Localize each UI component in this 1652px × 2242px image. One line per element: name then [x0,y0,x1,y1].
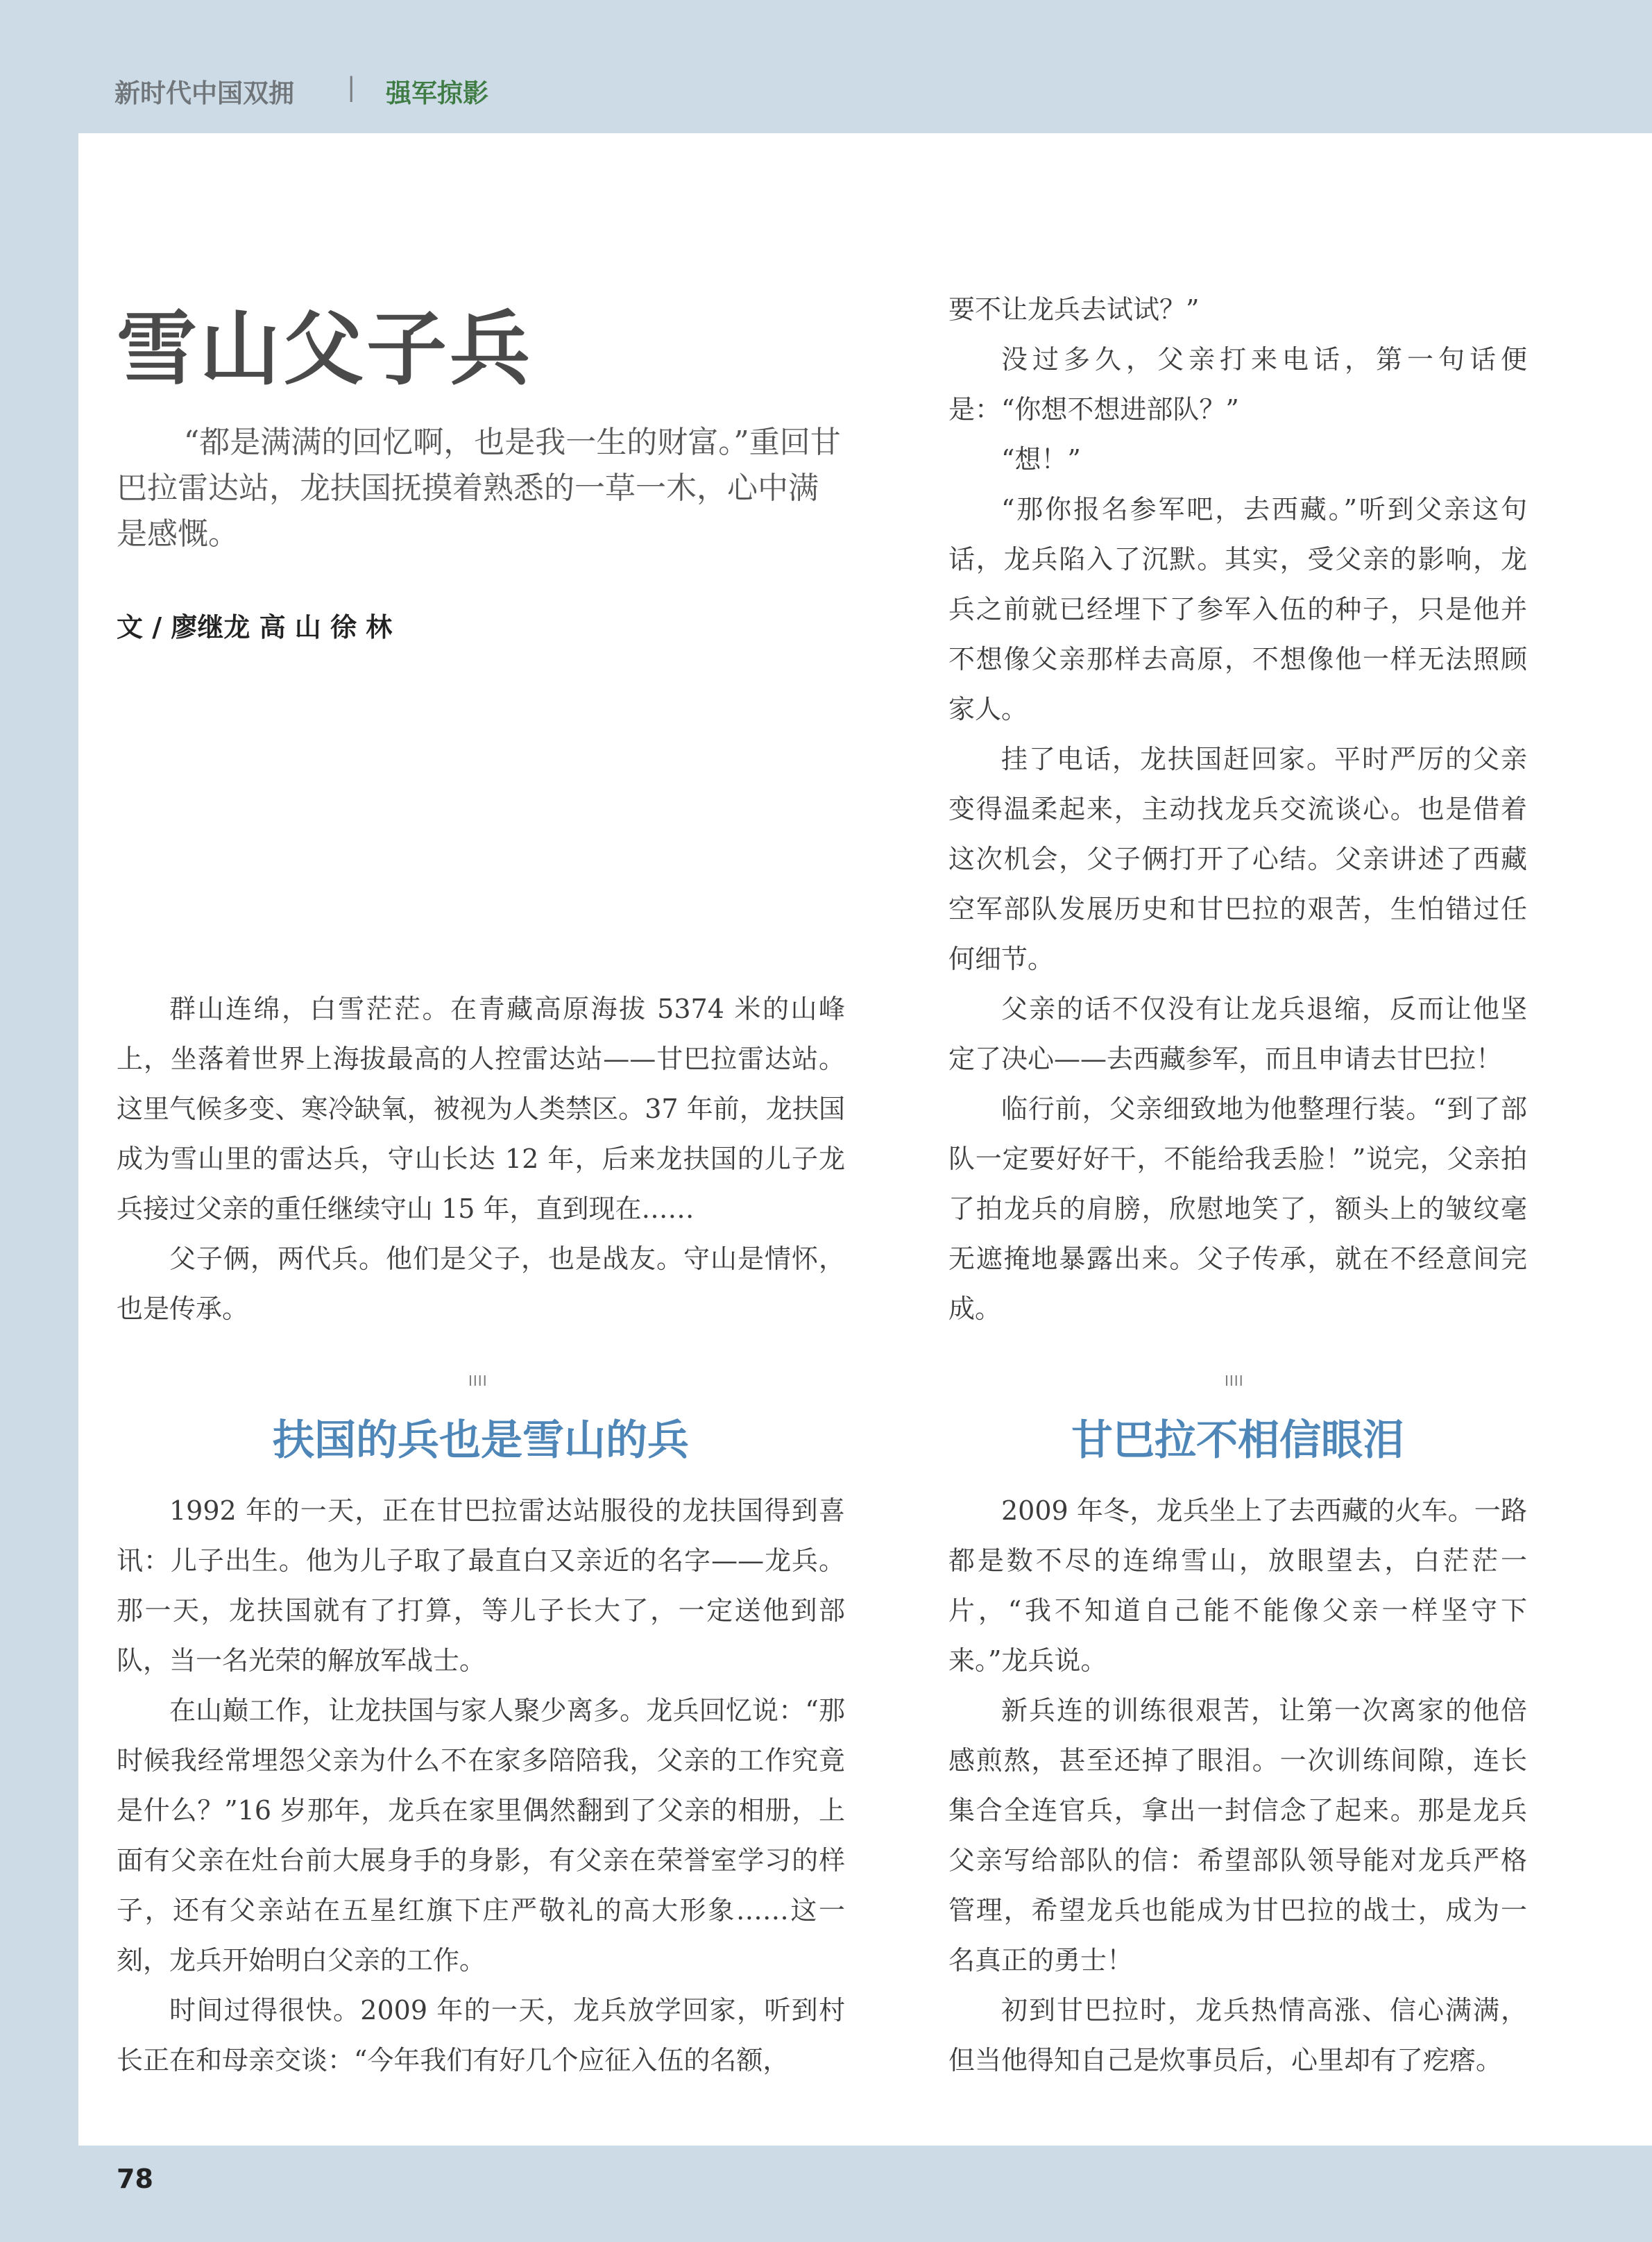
section1-title: 扶国的兵也是雪山的兵 [273,1416,689,1465]
section2-paragraph: 新兵连的训练很艰苦，让第一次离家的他倍感煎熬，甚至还掉了眼泪。一次训练间隙，连长集合全连官兵，拿出一封信念了起来。那是龙兵父亲写给部队的信：希望部队领导能对龙兵严格管理，希望龙兵也能成为甘巴拉的战士，成为一名真正的勇士！ [948,1695,1527,1976]
section2-paragraph: 2009 年冬，龙兵坐上了去西藏的火车。一路都是数不尽的连绵雪山，放眼望去，白茫茫一片，“我不知道自己能不能像父亲一样坚守下来。”龙兵说。 [948,1495,1527,1676]
right-paragraph: 要不让龙兵去试试？” [948,294,1200,325]
intro-paragraph: 父子俩，两代兵。他们是父子，也是战友。守山是情怀，也是传承。 [117,1243,845,1324]
page-header [0,0,1652,132]
section2-paragraph: 初到甘巴拉时，龙兵热情高涨、信心满满，但当他得知自己是炊事员后，心里却有了疙瘩。 [948,1995,1527,2075]
right-paragraph: 没过多久，父亲打来电话，第一句话便是：“你想不想进部队？” [948,344,1527,425]
article-lede: “都是满满的回忆啊，也是我一生的财富。”重回甘巴拉雷达站，龙扶国抚摸着熟悉的一草一木，心中满是感慨。 [117,425,841,552]
right-paragraph: 父亲的话不仅没有让龙兵退缩，反而让他坚定了决心——去西藏参军，而且申请去甘巴拉！ [948,994,1527,1074]
intro-text [117,984,845,1334]
section1-text [117,1486,845,2085]
section1-paragraph: 1992 年的一天，正在甘巴拉雷达站服役的龙扶国得到喜讯：儿子出生。他为儿子取了最直白又亲近的名字——龙兵。那一天，龙扶国就有了打算，等儿子长大了，一定送他到部队，当一名光荣的解放军战士。 [117,1495,845,1676]
right-paragraph: “想！” [1001,444,1081,475]
section2-title: 甘巴拉不相信眼泪 [1071,1416,1404,1465]
right-paragraph: 临行前，父亲细致地为他整理行装。“到了部队一定要好好干，不能给我丢脸！”说完，父亲拍了拍龙兵的肩膀，欣慰地笑了，额头上的皱纹毫无遮掩地暴露出来。父子传承，就在不经意间完成。 [948,1094,1527,1324]
column-name: 强军掠影 [386,78,488,108]
section2-text [948,1486,1527,2085]
header-separator: | [347,72,356,102]
right-paragraph: “那你报名参军吧，去西藏。”听到父亲这句话，龙兵陷入了沉默。其实，受父亲的影响，龙兵之前就已经埋下了参军入伍的种子，只是他并不想像父亲那样去高原，不想像他一样无法照顾家人。 [948,494,1527,724]
section-mark: IIII [468,1373,488,1389]
page-number: 78 [117,2164,153,2194]
magazine-section-name: 新时代中国双拥 [114,78,294,108]
right-column-text [948,285,1527,1334]
article-title: 雪山父子兵 [117,303,533,396]
section-mark: IIII [1225,1373,1244,1389]
section1-paragraph: 在山巅工作，让龙扶国与家人聚少离多。龙兵回忆说：“那时候我经常埋怨父亲为什么不在家多陪陪我，父亲的工作究竟是什么？”16 岁那年，龙兵在家里偶然翻到了父亲的相册，上面有父亲在灶台前大展身手的身影，有父亲在荣誉室学习的样子，还有父亲站在五星红旗下庄严敬礼的高大形象……这一刻，龙兵开始明白父亲的工作。 [117,1695,845,1976]
right-paragraph: 挂了电话，龙扶国赶回家。平时严厉的父亲变得温柔起来，主动找龙兵交流谈心。也是借着这次机会，父子俩打开了心结。父亲讲述了西藏空军部队发展历史和甘巴拉的艰苦，生怕错过任何细节。 [948,744,1527,974]
section1-paragraph: 时间过得很快。2009 年的一天，龙兵放学回家，听到村长正在和母亲交谈：“今年我们有好几个应征入伍的名额， [117,1995,845,2075]
article-byline: 文 / 廖继龙 高 山 徐 林 [117,612,393,643]
intro-paragraph: 群山连绵，白雪茫茫。在青藏高原海拔 5374 米的山峰上，坐落着世界上海拔最高的人控雷达站——甘巴拉雷达站。这里气候多变、寒冷缺氧，被视为人类禁区。37 年前，龙扶国成为雪山里的雷达兵，守山长达 12 年，后来龙扶国的儿子龙兵接过父亲的重任继续守山 15 年，直到现在…… [117,994,845,1224]
